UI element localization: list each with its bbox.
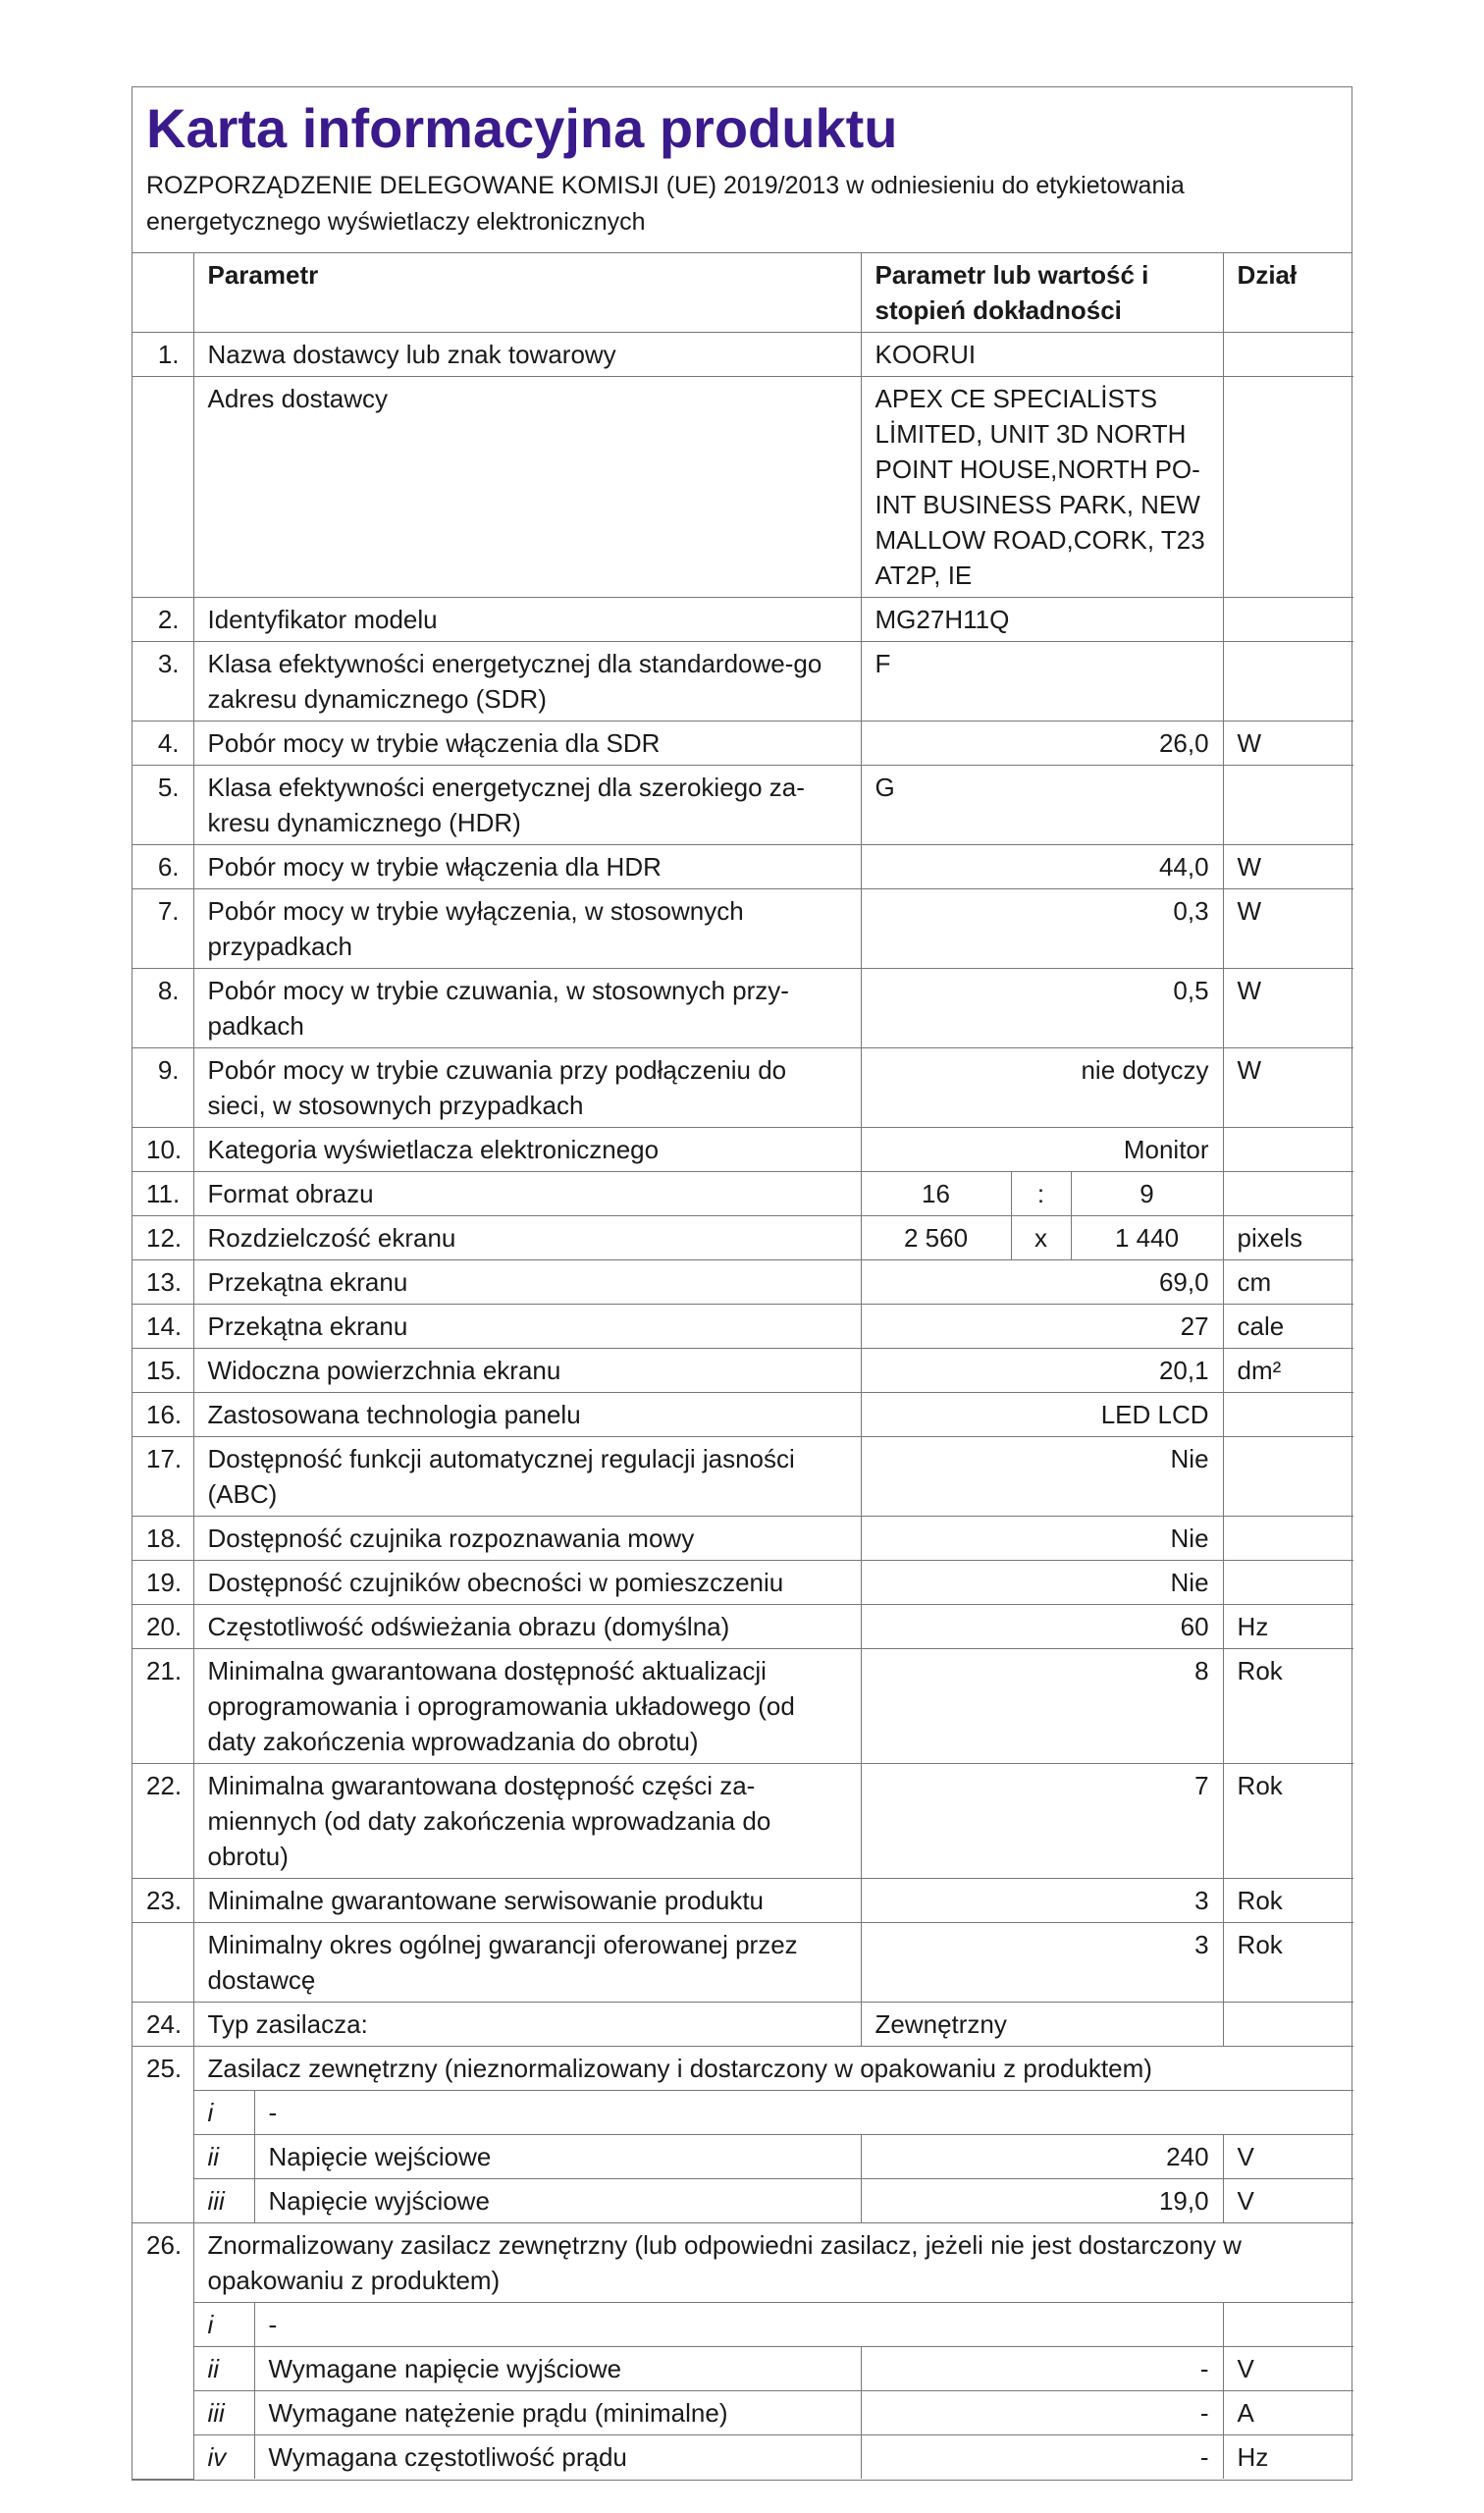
table-subrow: i -	[132, 2091, 1353, 2135]
table-subrow: ii Napięcie wejściowe 240 V	[132, 2135, 1353, 2179]
table-subrow: iv Wymagana częstotliwość prądu - Hz	[132, 2435, 1353, 2480]
table-row: 17. Dostępność funkcji automatycznej regulacji jasności (ABC) Nie	[132, 1437, 1353, 1517]
table-subrow: ii Wymagane napięcie wyjściowe - V	[132, 2347, 1353, 2391]
table-row: 26. Znormalizowany zasilacz zewnętrzny (lub odpowiedni zasilacz, jeżeli nie jest dostarczony w opakowaniu z produktem)	[132, 2223, 1353, 2303]
regulation-subtitle: ROZPORZĄDZENIE DELEGOWANE KOMISJI (UE) 2019/2013 w odniesieniu do etykietowania energetycznego wyświetlaczy elektronicznych	[146, 172, 1185, 236]
table-row: 1. Nazwa dostawcy lub znak towarowy KOORUI	[132, 333, 1353, 377]
table-row: 23. Minimalne gwarantowane serwisowanie produktu 3 Rok	[132, 1879, 1353, 1923]
table-row: 8. Pobór mocy w trybie czuwania, w stosownych przy-padkach 0,5 W	[132, 969, 1353, 1048]
product-info-sheet	[132, 86, 1352, 2481]
table-row: 12. Rozdzielczość ekranu 2 560 x 1 440 pixels	[132, 1216, 1353, 1260]
table-subrow: i -	[132, 2303, 1353, 2347]
table-row: 13. Przekątna ekranu 69,0 cm	[132, 1260, 1353, 1305]
table-row: 9. Pobór mocy w trybie czuwania przy podłączeniu do sieci, w stosownych przypadkach nie dotyczy W	[132, 1048, 1353, 1128]
table-row: 11. Format obrazu 16 : 9	[132, 1172, 1353, 1216]
table-row: Minimalny okres ogólnej gwarancji oferowanej przez dostawcę 3 Rok	[132, 1923, 1353, 2003]
table-row: 16. Zastosowana technologia panelu LED LCD	[132, 1393, 1353, 1437]
table-row: 3. Klasa efektywności energetycznej dla standardowe-go zakresu dynamicznego (SDR) F	[132, 642, 1353, 722]
table-row: 24. Typ zasilacza: Zewnętrzny	[132, 2003, 1353, 2047]
table-row: 6. Pobór mocy w trybie włączenia dla HDR 44,0 W	[132, 845, 1353, 889]
table-row: 4. Pobór mocy w trybie włączenia dla SDR 26,0 W	[132, 722, 1353, 766]
column-header-unit: Dział	[1223, 253, 1353, 333]
table-row: 22. Minimalna gwarantowana dostępność części za-miennych (od daty zakończenia wprowadzania do obrotu) 7 Rok	[132, 1764, 1353, 1879]
table-subrow: iii Napięcie wyjściowe 19,0 V	[132, 2179, 1353, 2223]
table-row: 10. Kategoria wyświetlacza elektronicznego Monitor	[132, 1128, 1353, 1172]
column-header-value: Parametr lub wartość i stopień dokładności	[861, 253, 1223, 333]
table-row: 19. Dostępność czujników obecności w pomieszczeniu Nie	[132, 1561, 1353, 1605]
table-header-row	[132, 253, 1353, 333]
table-row: 18. Dostępność czujnika rozpoznawania mowy Nie	[132, 1517, 1353, 1561]
table-row: 2. Identyfikator modelu MG27H11Q	[132, 598, 1353, 642]
table-row: 15. Widoczna powierzchnia ekranu 20,1 dm²	[132, 1349, 1353, 1393]
sheet-header	[132, 87, 1352, 253]
table-row: 5. Klasa efektywności energetycznej dla szerokiego za-kresu dynamicznego (HDR) G	[132, 766, 1353, 845]
table-row: 25. Zasilacz zewnętrzny (nieznormalizowany i dostarczony w opakowaniu z produktem)	[132, 2047, 1353, 2091]
table-row: 20. Częstotliwość odświeżania obrazu (domyślna) 60 Hz	[132, 1605, 1353, 1649]
table-subrow: iii Wymagane natężenie prądu (minimalne) - A	[132, 2391, 1353, 2435]
table-row: 7. Pobór mocy w trybie wyłączenia, w stosownych przypadkach 0,3 W	[132, 889, 1353, 969]
parameters-table	[132, 253, 1353, 2480]
table-row: 21. Minimalna gwarantowana dostępność aktualizacji oprogramowania i oprogramowania układowego (od daty zakończenia wprowadzania do obrotu) 8 Rok	[132, 1649, 1353, 1764]
page-title: Karta informacyjna produktu	[146, 97, 898, 159]
table-row: 14. Przekątna ekranu 27 cale	[132, 1305, 1353, 1349]
table-row: Adres dostawcy APEX CE SPECIALİSTS LİMITED, UNIT 3D NORTH POINT HOUSE,NORTH PO-INT BUSINESS PARK, NEW MALLOW ROAD,CORK, T23 AT2P, IE	[132, 377, 1353, 598]
column-header-param: Parametr	[193, 253, 861, 333]
